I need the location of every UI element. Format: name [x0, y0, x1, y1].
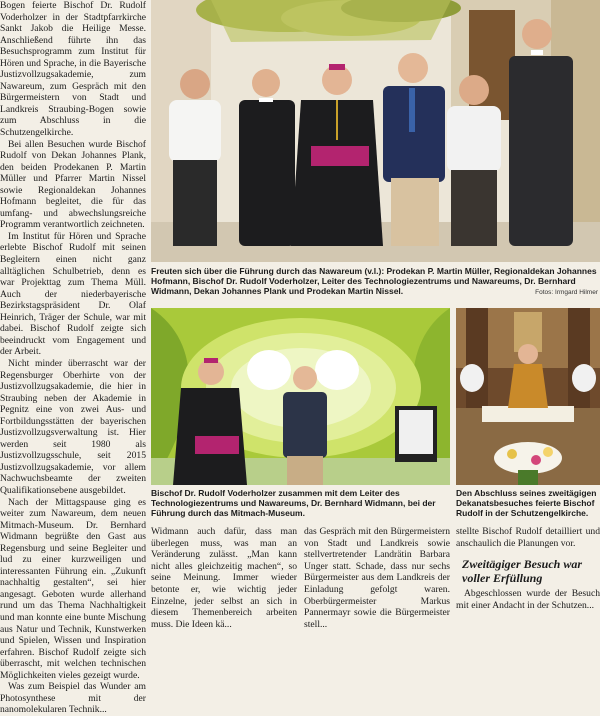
article-left-column	[0, 0, 146, 716]
church-photo-caption: Den Abschluss seines zweitägigen Dekanatsbesuches feierte Bischof Rudolf in der Schutzengelkirche.	[456, 488, 597, 519]
paragraph: Nicht minder überrascht war der Regensburger Oberhirte von der Justizvollzugsakademie, die hier in Straubing neben der Akademie in Pegnitz eine von zwei Aus- und Fortbildungsstätten der bayerischen Justizvollzugsverwaltung ist. Hier werden seit 1980 als Justizvollzugsschule, seit 2015 Justizvollzugsakademie, vor allem Nachwuchsbeamte der zweiten Qualifikationsebene ausgebildet.	[0, 357, 146, 496]
paragraph: Nach der Mittagspause ging es weiter zum Nawareum, dem neuen Mitmach-Museum. Dr. Bernhard Widmann begrüßte den Gast aus Regensburg und seine Begleiter und lud zu einer kurzweiligen und interessanten Führung ein. „Zukunft nachhaltig gestalten“, sei hier angesagt. Geboten wurde allerhand rund um das Thema Nachhaltigkeit und man konnte eine bunte Mischung aus Natur und Technik, Kunstwerken und Spielen, Wissen und Inspiration erfahren. Bischof Rudolf zeigte sich überrascht, mit welchen technischen Möglichkeiten vieles gezeigt wurde.	[0, 496, 146, 681]
article-column-3: das Gespräch mit den Bürgermeistern von Stadt und Landkreis sowie stellvertretender Landrätin Barbara Unger statt. Schade, dass nur sechs Bürgermeister aus dem Landkreis der Einladung gefolgt waren. Oberbürgermeister Markus Pannermayr sowie die Bürgermeister stell...	[304, 526, 450, 630]
paragraph: Bei allen Besuchen wurde Bischof Rudolf von Dekan Johannes Plank, den beiden Prodekanen P. Martin Müller und Pfarrer Martin Nissel sowie Regionaldekan Johannes Hofmann begleitet, die für das umfang- und abwechslungsreiche Programm verantwortlich zeichneten.	[0, 138, 146, 231]
church-photo-illustration	[456, 308, 600, 485]
museum-photo	[151, 308, 450, 485]
article-column-2: Widmann auch dafür, dass man überlegen muss, was man an Veränderung zulässt. „Man kann nicht alles gleichzeitig machen“, so seine Meinung. Immer wieder betonte er, wie wichtig jeder Einzelne, jeder selbst an sich in diesem Themenbereich arbeiten muss. Die Ideen kä...	[151, 526, 297, 630]
paragraph: Bogen feierte Bischof Dr. Rudolf Voderholzer in der Stadtpfarrkirche Sankt Jakob die Heilige Messe. Anschließend führte ihn das Besuchsprogramm zum Institut für Hören und Sprache, in die Bayerische Justizvollzugsakademie, zum Nawareum, zum Gespräch mit den Bürgermeistern von Stadt und Landkreis Straubing-Bogen sowie zum Abschluss in die Schutzengelkirche.	[0, 0, 146, 139]
article-column-4-top: stellte Bischof Rudolf detailliert und anschaulich die Planungen vor.	[456, 526, 600, 549]
subheadline: Zweitägiger Besuch war voller Erfüllung	[462, 557, 583, 585]
paragraph: Was zum Beispiel das Wunder am Photosynthese mit der nanomolekularen Technik...	[0, 681, 146, 716]
article-column-4-bottom: Abgeschlossen wurde der Besuch mit einer Andacht in der Schutzen...	[456, 588, 600, 611]
group-photo-illustration	[151, 0, 600, 262]
museum-photo-caption: Bischof Dr. Rudolf Voderholzer zusammen mit dem Leiter des Technologiezentrums und Nawareums, Dr. Bernhard Widmann, bei der Führung durch das Mitmach-Museum.	[151, 488, 436, 519]
museum-photo-illustration	[151, 308, 450, 485]
group-photo	[151, 0, 600, 262]
church-photo	[456, 308, 600, 485]
paragraph: Im Institut für Hören und Sprache erlebte Bischof Rudolf mit seinen Begleitern einen nicht ganz alltäglichen Schulbetrieb, denn es war Projekttag zum Thema Müll. Auch der niederbayerische Bezirkstagspräsident Dr. Olaf Heinrich, Träger der Schule, war mit dabei. Bischof Rudolf zeigte sich beeindruckt vom Engagement und der Arbeit.	[0, 230, 146, 358]
group-photo-caption: Freuten sich über die Führung durch das Nawareum (v.l.): Prodekan P. Martin Müller, Regionaldekan Johannes Hofmann, Bischof Dr. Rudolf Voderholzer, Leiter des Technologiezentrums und Nawareums, Dr. Bernhard Widmann, Dekan Johannes Plank und Prodekan Martin Nissel.	[151, 266, 597, 297]
photo-credit: Fotos: Irmgard Hilmer	[535, 289, 598, 296]
